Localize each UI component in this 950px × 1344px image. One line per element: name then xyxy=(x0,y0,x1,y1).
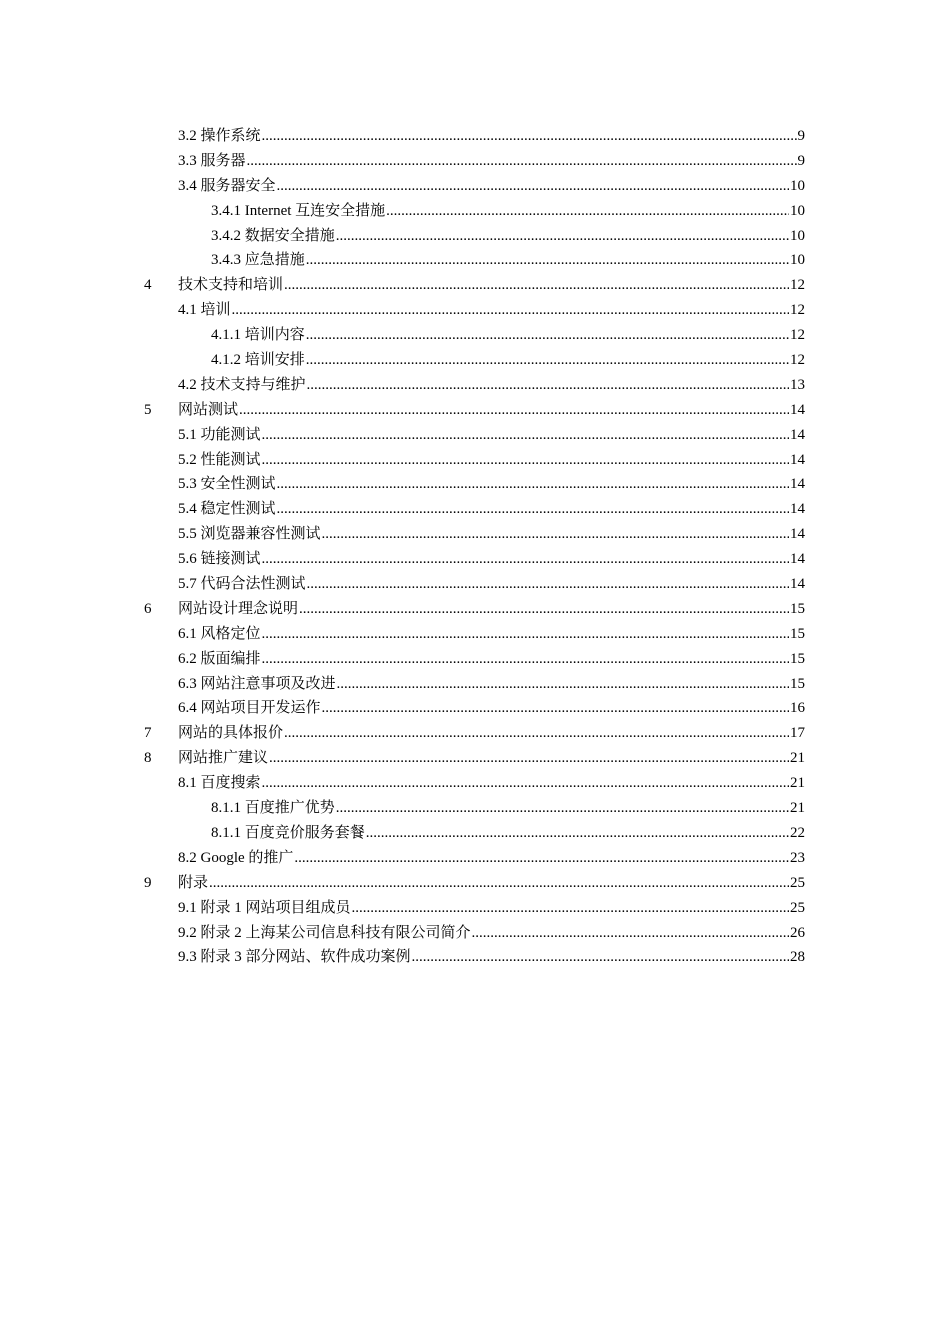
toc-entry[interactable] xyxy=(0,323,950,348)
toc-dot-leader xyxy=(262,771,789,796)
toc-entry-title: 3.3 服务器 xyxy=(178,152,246,169)
toc-entry[interactable] xyxy=(0,921,950,946)
toc-page-number: 28 xyxy=(790,949,805,966)
toc-page-number: 14 xyxy=(790,451,805,468)
toc-dot-leader xyxy=(277,472,789,497)
toc-page-number: 16 xyxy=(790,700,805,717)
toc-entry-title: 技术支持和培训 xyxy=(178,277,284,294)
toc-page-number: 21 xyxy=(790,750,805,767)
toc-entry[interactable] xyxy=(0,746,950,771)
toc-entry-title: 3.4 服务器安全 xyxy=(178,177,276,194)
toc-page-number: 15 xyxy=(790,600,805,617)
toc-page-number: 25 xyxy=(790,874,805,891)
toc-chapter-number: 8 xyxy=(144,750,152,767)
toc-chapter-number: 6 xyxy=(144,600,152,617)
toc-entry[interactable] xyxy=(0,248,950,273)
toc-dot-leader xyxy=(299,597,789,622)
toc-dot-leader xyxy=(386,199,789,224)
toc-entry[interactable] xyxy=(0,224,950,249)
toc-entry[interactable] xyxy=(0,696,950,721)
toc-dot-leader xyxy=(322,522,789,547)
toc-dot-leader xyxy=(247,149,797,174)
toc-entry-title: 4.1 培训 xyxy=(178,302,231,319)
toc-entry-line xyxy=(211,323,805,348)
toc-page-number: 10 xyxy=(790,177,805,194)
toc-entry-line xyxy=(178,547,805,572)
toc-dot-leader xyxy=(306,323,789,348)
toc-entry-line xyxy=(178,174,805,199)
toc-entry-title: 8.2 Google 的推广 xyxy=(178,849,294,866)
toc-page-number: 22 xyxy=(790,824,805,841)
toc-entry-line xyxy=(178,871,805,896)
toc-entry-line xyxy=(178,149,805,174)
toc-entry-line xyxy=(178,896,805,921)
toc-page-number: 12 xyxy=(790,352,805,369)
toc-entry-line xyxy=(211,821,805,846)
toc-page-number: 12 xyxy=(790,277,805,294)
toc-dot-leader xyxy=(262,622,789,647)
toc-page-number: 26 xyxy=(790,924,805,941)
toc-dot-leader xyxy=(284,721,789,746)
toc-entry-title: 3.4.3 应急措施 xyxy=(211,252,305,269)
toc-entry-title: 4.1.2 培训安排 xyxy=(211,352,305,369)
toc-entry[interactable] xyxy=(0,522,950,547)
toc-entry[interactable] xyxy=(0,622,950,647)
toc-dot-leader xyxy=(306,348,789,373)
toc-dot-leader xyxy=(352,896,789,921)
toc-page-number: 12 xyxy=(790,302,805,319)
toc-dot-leader xyxy=(472,921,789,946)
toc-entry-title: 网站设计理念说明 xyxy=(178,600,299,617)
toc-entry-title: 6.4 网站项目开发运作 xyxy=(178,700,321,717)
toc-page-number: 21 xyxy=(790,775,805,792)
toc-entry[interactable] xyxy=(0,896,950,921)
toc-dot-leader xyxy=(306,248,789,273)
toc-entry-line xyxy=(211,248,805,273)
toc-entry[interactable] xyxy=(0,547,950,572)
toc-entry-title: 附录 xyxy=(178,874,209,891)
toc-page-number: 9 xyxy=(797,128,805,144)
toc-dot-leader xyxy=(209,871,789,896)
toc-page-number: 25 xyxy=(790,899,805,916)
toc-entry-line xyxy=(178,672,805,697)
toc-entry-line xyxy=(178,597,805,622)
toc-dot-leader xyxy=(269,746,789,771)
toc-entry[interactable] xyxy=(0,298,950,323)
toc-entry[interactable] xyxy=(0,572,950,597)
toc-entry[interactable] xyxy=(0,672,950,697)
toc-page-number: 15 xyxy=(790,625,805,642)
toc-entry-line xyxy=(178,497,805,522)
toc-page-number: 14 xyxy=(790,526,805,543)
toc-dot-leader xyxy=(262,124,797,149)
toc-page-number: 14 xyxy=(790,476,805,493)
toc-page-number: 14 xyxy=(790,426,805,443)
toc-page-number: 9 xyxy=(797,152,805,169)
toc-entry-title: 5.2 性能测试 xyxy=(178,451,261,468)
toc-entry-title: 3.4.1 Internet 互连安全措施 xyxy=(211,202,386,219)
toc-entry-line xyxy=(178,572,805,597)
toc-entry[interactable] xyxy=(0,199,950,224)
toc-entry-title: 6.2 版面编排 xyxy=(178,650,261,667)
toc-entry[interactable] xyxy=(0,448,950,473)
toc-page-number: 10 xyxy=(790,202,805,219)
toc-dot-leader xyxy=(336,796,789,821)
toc-entry-title: 6.1 风格定位 xyxy=(178,625,261,642)
toc-entry-title: 网站测试 xyxy=(178,401,239,418)
toc-entry-line xyxy=(178,124,805,149)
toc-entry-title: 9.3 附录 3 部分网站、软件成功案例 xyxy=(178,949,411,966)
toc-entry-line xyxy=(211,199,805,224)
toc-dot-leader xyxy=(336,224,789,249)
toc-page-number: 21 xyxy=(790,800,805,817)
toc-entry-line xyxy=(178,945,805,970)
toc-entry-title: 5.4 稳定性测试 xyxy=(178,501,276,518)
toc-page-number: 17 xyxy=(790,725,805,742)
toc-chapter-number: 9 xyxy=(144,874,152,891)
toc-dot-leader xyxy=(366,821,789,846)
toc-entry-line xyxy=(211,348,805,373)
toc-dot-leader xyxy=(232,298,789,323)
toc-entry-line xyxy=(178,721,805,746)
toc-dot-leader xyxy=(307,572,789,597)
toc-entry-title: 9.2 附录 2 上海某公司信息科技有限公司简介 xyxy=(178,924,471,941)
toc-entry-title: 8.1.1 百度推广优势 xyxy=(211,800,335,817)
toc-entry-line xyxy=(178,846,805,871)
toc-page-number: 13 xyxy=(790,376,805,393)
toc-dot-leader xyxy=(277,174,789,199)
toc-entry[interactable] xyxy=(0,273,950,298)
toc-entry[interactable] xyxy=(0,423,950,448)
toc-dot-leader xyxy=(294,846,789,871)
toc-entry-line xyxy=(178,423,805,448)
toc-chapter-number: 5 xyxy=(144,401,152,418)
toc-entry[interactable] xyxy=(0,472,950,497)
toc-entry[interactable] xyxy=(0,149,950,174)
toc-entry[interactable] xyxy=(0,871,950,896)
toc-entry-line xyxy=(178,448,805,473)
toc-entry-line xyxy=(178,622,805,647)
toc-entry-title: 3.2 操作系统 xyxy=(178,128,261,144)
toc-page-number: 10 xyxy=(790,227,805,244)
toc-dot-leader xyxy=(337,672,789,697)
toc-entry-title: 网站推广建议 xyxy=(178,750,269,767)
toc-entry[interactable] xyxy=(0,771,950,796)
toc-entry-title: 3.4.2 数据安全措施 xyxy=(211,227,335,244)
toc-page-number: 15 xyxy=(790,650,805,667)
toc-entry[interactable] xyxy=(0,945,950,970)
toc-entry-line xyxy=(178,398,805,423)
toc-chapter-number: 7 xyxy=(144,725,152,742)
toc-dot-leader xyxy=(277,497,789,522)
toc-entry[interactable] xyxy=(0,398,950,423)
toc-chapter-number: 4 xyxy=(144,277,152,294)
toc-entry-line xyxy=(178,472,805,497)
toc-page-number: 10 xyxy=(790,252,805,269)
table-of-contents xyxy=(0,124,950,970)
toc-entry-line xyxy=(178,647,805,672)
toc-dot-leader xyxy=(239,398,789,423)
toc-entry-line xyxy=(178,298,805,323)
toc-entry[interactable] xyxy=(0,846,950,871)
toc-entry[interactable] xyxy=(0,497,950,522)
toc-entry[interactable] xyxy=(0,124,950,149)
toc-entry[interactable] xyxy=(0,373,950,398)
toc-entry-line xyxy=(211,796,805,821)
toc-entry[interactable] xyxy=(0,348,950,373)
toc-entry[interactable] xyxy=(0,821,950,846)
toc-dot-leader xyxy=(322,696,789,721)
toc-entry-title: 4.1.1 培训内容 xyxy=(211,327,305,344)
toc-entry[interactable] xyxy=(0,174,950,199)
toc-entry-line xyxy=(178,373,805,398)
toc-entry[interactable] xyxy=(0,796,950,821)
toc-dot-leader xyxy=(262,647,789,672)
toc-entry-line xyxy=(178,696,805,721)
toc-entry[interactable] xyxy=(0,647,950,672)
toc-page-number: 14 xyxy=(790,401,805,418)
toc-page-number: 15 xyxy=(790,675,805,692)
toc-entry-title: 6.3 网站注意事项及改进 xyxy=(178,675,336,692)
toc-entry[interactable] xyxy=(0,597,950,622)
toc-dot-leader xyxy=(262,547,789,572)
toc-entry-line xyxy=(211,224,805,249)
toc-dot-leader xyxy=(262,448,789,473)
toc-entry-title: 8.1.1 百度竞价服务套餐 xyxy=(211,824,365,841)
toc-page-number: 23 xyxy=(790,849,805,866)
toc-entry-line xyxy=(178,771,805,796)
toc-page-number: 14 xyxy=(790,551,805,568)
toc-entry-line xyxy=(178,522,805,547)
toc-entry-title: 5.6 链接测试 xyxy=(178,551,261,568)
toc-entry-title: 5.3 安全性测试 xyxy=(178,476,276,493)
toc-page-number: 14 xyxy=(790,576,805,593)
toc-entry-title: 4.2 技术支持与维护 xyxy=(178,376,306,393)
toc-entry-title: 5.5 浏览器兼容性测试 xyxy=(178,526,321,543)
toc-entry-title: 5.1 功能测试 xyxy=(178,426,261,443)
toc-dot-leader xyxy=(307,373,789,398)
toc-entry-title: 8.1 百度搜索 xyxy=(178,775,261,792)
toc-entry-title: 网站的具体报价 xyxy=(178,725,284,742)
toc-entry-title: 5.7 代码合法性测试 xyxy=(178,576,306,593)
toc-entry-line xyxy=(178,921,805,946)
toc-entry-line xyxy=(178,273,805,298)
toc-dot-leader xyxy=(412,945,789,970)
toc-entry-line xyxy=(178,746,805,771)
toc-page-number: 14 xyxy=(790,501,805,518)
toc-page-number: 12 xyxy=(790,327,805,344)
toc-entry[interactable] xyxy=(0,721,950,746)
toc-dot-leader xyxy=(262,423,789,448)
toc-dot-leader xyxy=(284,273,789,298)
toc-entry-title: 9.1 附录 1 网站项目组成员 xyxy=(178,899,351,916)
